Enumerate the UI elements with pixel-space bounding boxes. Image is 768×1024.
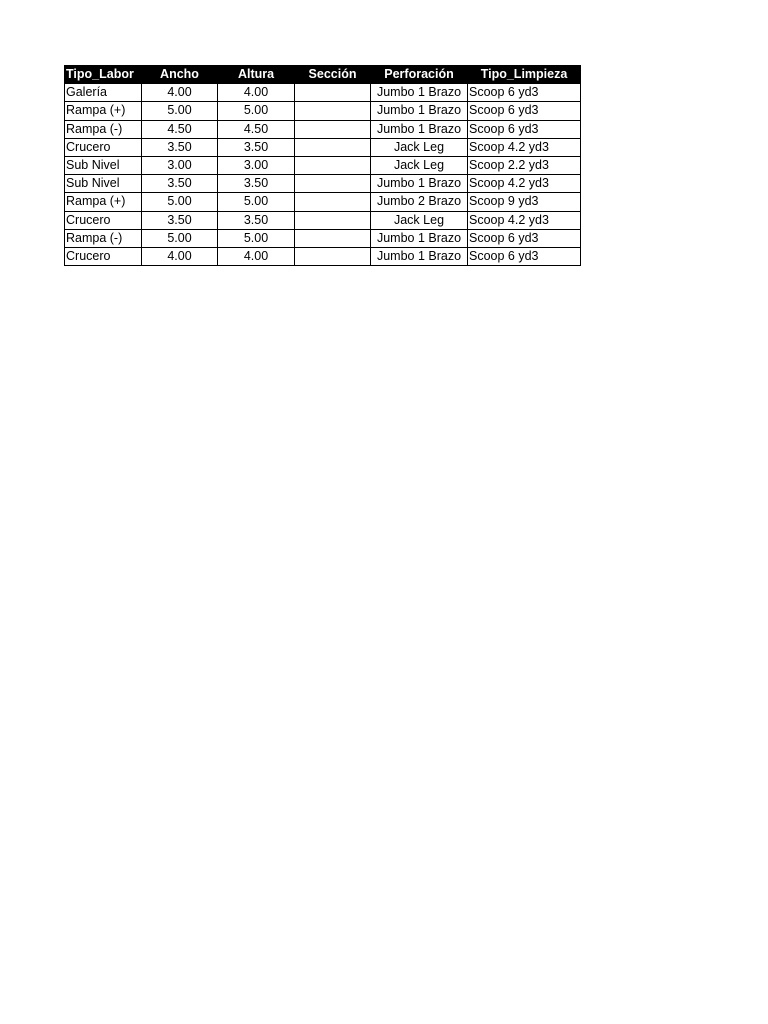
altura-cell: 5.00 bbox=[218, 193, 295, 211]
perforacion-cell: Jumbo 1 Brazo bbox=[371, 175, 468, 193]
tipo-limpieza-cell: Scoop 4.2 yd3 bbox=[468, 175, 581, 193]
altura-cell: 4.00 bbox=[218, 84, 295, 102]
seccion-cell bbox=[295, 211, 371, 229]
tipo-labor-cell: Galería bbox=[65, 84, 142, 102]
tipo-labor-cell: Rampa (+) bbox=[65, 102, 142, 120]
tipo-limpieza-cell: Scoop 6 yd3 bbox=[468, 247, 581, 265]
seccion-cell bbox=[295, 84, 371, 102]
tipo-limpieza-cell: Scoop 9 yd3 bbox=[468, 193, 581, 211]
tipo-labor-cell: Crucero bbox=[65, 211, 142, 229]
perforacion-cell: Jack Leg bbox=[371, 138, 468, 156]
tipo-labor-cell: Sub Nivel bbox=[65, 156, 142, 174]
perforacion-cell: Jumbo 1 Brazo bbox=[371, 247, 468, 265]
tipo-limpieza-cell: Scoop 4.2 yd3 bbox=[468, 138, 581, 156]
table-row bbox=[65, 175, 581, 193]
tipo-limpieza-cell: Scoop 6 yd3 bbox=[468, 229, 581, 247]
tipo-labor-cell: Rampa (-) bbox=[65, 120, 142, 138]
perforacion-cell: Jack Leg bbox=[371, 211, 468, 229]
seccion-cell bbox=[295, 120, 371, 138]
ancho-cell: 3.50 bbox=[142, 211, 218, 229]
altura-cell: 4.00 bbox=[218, 247, 295, 265]
table-row bbox=[65, 120, 581, 138]
perforacion-cell: Jumbo 2 Brazo bbox=[371, 193, 468, 211]
header-tipo-labor: Tipo_Labor bbox=[65, 66, 142, 84]
ancho-cell: 3.50 bbox=[142, 175, 218, 193]
altura-cell: 4.50 bbox=[218, 120, 295, 138]
altura-cell: 3.50 bbox=[218, 138, 295, 156]
header-altura: Altura bbox=[218, 66, 295, 84]
seccion-cell bbox=[295, 138, 371, 156]
ancho-cell: 4.00 bbox=[142, 84, 218, 102]
table-row bbox=[65, 102, 581, 120]
table-row bbox=[65, 138, 581, 156]
header-perforacion: Perforación bbox=[371, 66, 468, 84]
table-row bbox=[65, 84, 581, 102]
altura-cell: 3.50 bbox=[218, 211, 295, 229]
altura-cell: 3.50 bbox=[218, 175, 295, 193]
table-row bbox=[65, 229, 581, 247]
tipo-labor-cell: Crucero bbox=[65, 138, 142, 156]
perforacion-cell: Jumbo 1 Brazo bbox=[371, 102, 468, 120]
perforacion-cell: Jack Leg bbox=[371, 156, 468, 174]
table-row bbox=[65, 156, 581, 174]
altura-cell: 5.00 bbox=[218, 102, 295, 120]
ancho-cell: 3.00 bbox=[142, 156, 218, 174]
perforacion-cell: Jumbo 1 Brazo bbox=[371, 120, 468, 138]
table-row bbox=[65, 211, 581, 229]
perforacion-cell: Jumbo 1 Brazo bbox=[371, 229, 468, 247]
table-row bbox=[65, 193, 581, 211]
table-body bbox=[65, 84, 581, 266]
ancho-cell: 4.50 bbox=[142, 120, 218, 138]
seccion-cell bbox=[295, 247, 371, 265]
tipo-limpieza-cell: Scoop 6 yd3 bbox=[468, 102, 581, 120]
altura-cell: 3.00 bbox=[218, 156, 295, 174]
labor-table bbox=[64, 65, 581, 266]
ancho-cell: 4.00 bbox=[142, 247, 218, 265]
altura-cell: 5.00 bbox=[218, 229, 295, 247]
tipo-limpieza-cell: Scoop 6 yd3 bbox=[468, 120, 581, 138]
ancho-cell: 5.00 bbox=[142, 229, 218, 247]
header-tipo-limpieza: Tipo_Limpieza bbox=[468, 66, 581, 84]
seccion-cell bbox=[295, 102, 371, 120]
tipo-labor-cell: Rampa (-) bbox=[65, 229, 142, 247]
ancho-cell: 5.00 bbox=[142, 102, 218, 120]
header-row bbox=[65, 66, 581, 84]
tipo-labor-cell: Rampa (+) bbox=[65, 193, 142, 211]
seccion-cell bbox=[295, 175, 371, 193]
tipo-limpieza-cell: Scoop 6 yd3 bbox=[468, 84, 581, 102]
table-row bbox=[65, 247, 581, 265]
header-seccion: Sección bbox=[295, 66, 371, 84]
perforacion-cell: Jumbo 1 Brazo bbox=[371, 84, 468, 102]
tipo-labor-cell: Crucero bbox=[65, 247, 142, 265]
seccion-cell bbox=[295, 156, 371, 174]
seccion-cell bbox=[295, 229, 371, 247]
ancho-cell: 3.50 bbox=[142, 138, 218, 156]
seccion-cell bbox=[295, 193, 371, 211]
ancho-cell: 5.00 bbox=[142, 193, 218, 211]
header-ancho: Ancho bbox=[142, 66, 218, 84]
tipo-labor-cell: Sub Nivel bbox=[65, 175, 142, 193]
tipo-limpieza-cell: Scoop 2.2 yd3 bbox=[468, 156, 581, 174]
table-header bbox=[65, 66, 581, 84]
tipo-limpieza-cell: Scoop 4.2 yd3 bbox=[468, 211, 581, 229]
